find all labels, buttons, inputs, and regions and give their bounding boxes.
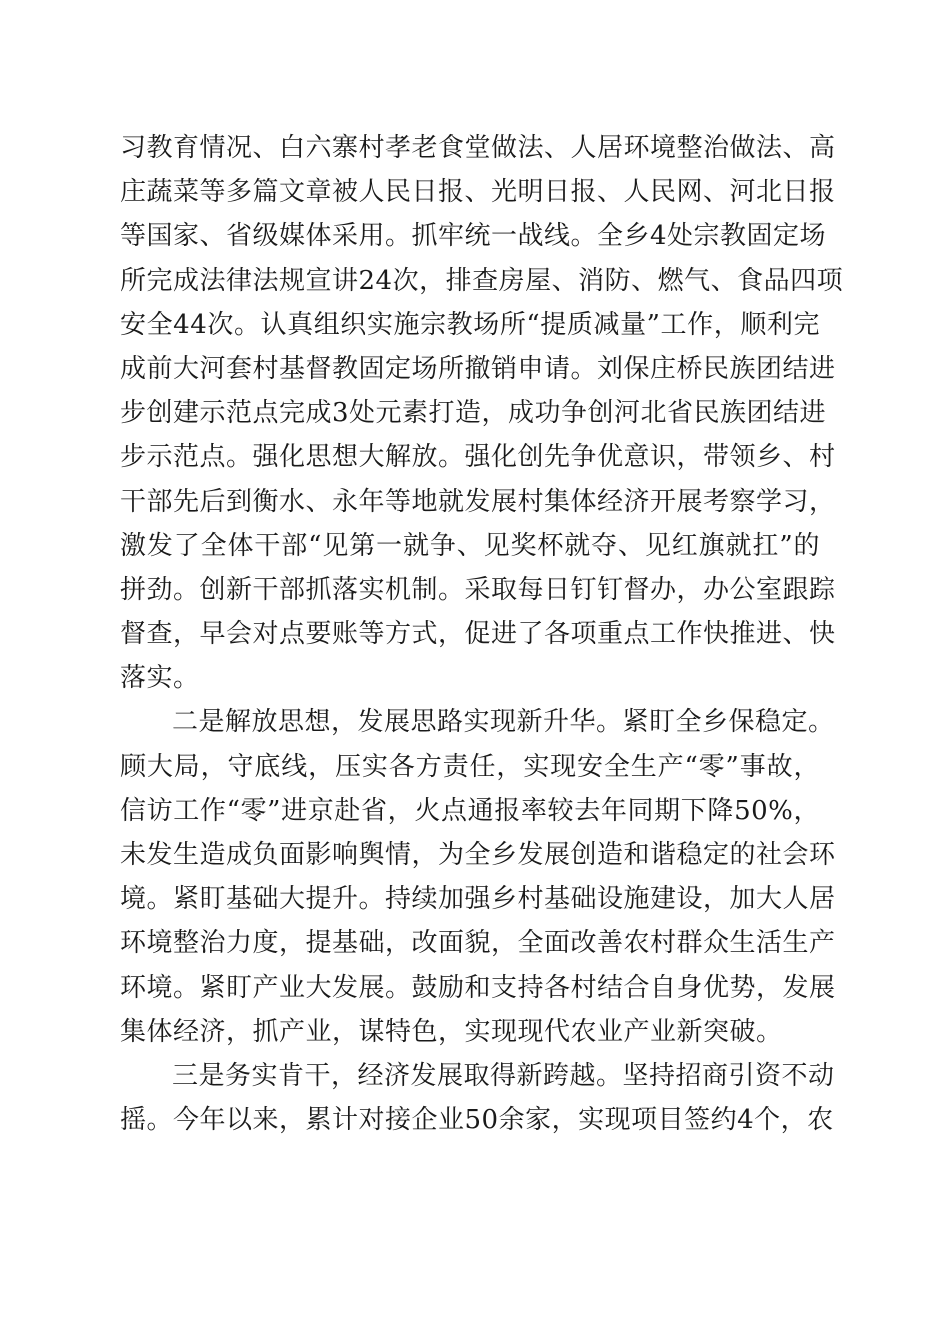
text-line: 庄蔬菜等多篇文章被人民日报、光明日报、人民网、河北日报 xyxy=(120,177,836,208)
text-line: 境。紧盯基础大提升。持续加强乡村基础设施建设，加大人居 xyxy=(120,884,836,915)
text-line: 落实。 xyxy=(120,663,200,694)
text-line: 干部先后到衡水、永年等地就发展村集体经济开展考察学习， xyxy=(120,486,836,517)
text-line: 集体经济，抓产业，谋特色，实现现代农业产业新突破。 xyxy=(120,1016,783,1047)
text-line: 所完成法律法规宣讲24次，排查房屋、消防、燃气、食品四项 xyxy=(120,265,844,296)
text-line: 督查，早会对点要账等方式，促进了各项重点工作快推进、快 xyxy=(120,619,836,650)
paragraph-start-line: 二是解放思想，发展思路实现新升华。紧盯全乡保稳定。 xyxy=(172,707,835,738)
paragraph-start-line: 三是务实肯干，经济发展取得新跨越。坚持招商引资不动 xyxy=(172,1060,835,1091)
text-line: 摇。今年以来，累计对接企业50余家，实现项目签约4个，农 xyxy=(120,1105,834,1136)
text-line: 激发了全体干部“见第一就争、见奖杯就夺、见红旗就扛”的 xyxy=(120,530,820,561)
text-line: 安全44次。认真组织实施宗教场所“提质减量”工作，顺利完 xyxy=(120,309,820,340)
text-line: 步创建示范点完成3处元素打造，成功争创河北省民族团结进 xyxy=(120,398,827,429)
text-line: 顾大局，守底线，压实各方责任，实现安全生产“零”事故， xyxy=(120,751,820,782)
text-line: 步示范点。强化思想大解放。强化创先争优意识，带领乡、村 xyxy=(120,442,836,473)
text-line: 信访工作“零”进京赴省，火点通报率较去年同期下降50%， xyxy=(120,795,820,826)
text-line: 环境整治力度，提基础，改面貌，全面改善农村群众生活生产 xyxy=(120,928,836,959)
text-line: 未发生造成负面影响舆情，为全乡发展创造和谐稳定的社会环 xyxy=(120,840,836,870)
text-line: 等国家、省级媒体采用。抓牢统一战线。全乡4处宗教固定场 xyxy=(120,221,827,252)
text-line: 习教育情况、白六寨村孝老食堂做法、人居环境整治做法、高 xyxy=(120,133,836,163)
text-line: 成前大河套村基督教固定场所撤销申请。刘保庄桥民族团结进 xyxy=(120,353,836,384)
text-line: 拼劲。创新干部抓落实机制。采取每日钉钉督办，办公室跟踪 xyxy=(120,574,836,605)
text-line: 环境。紧盯产业大发展。鼓励和支持各村结合自身优势，发展 xyxy=(120,972,836,1003)
document-body xyxy=(120,126,844,1142)
